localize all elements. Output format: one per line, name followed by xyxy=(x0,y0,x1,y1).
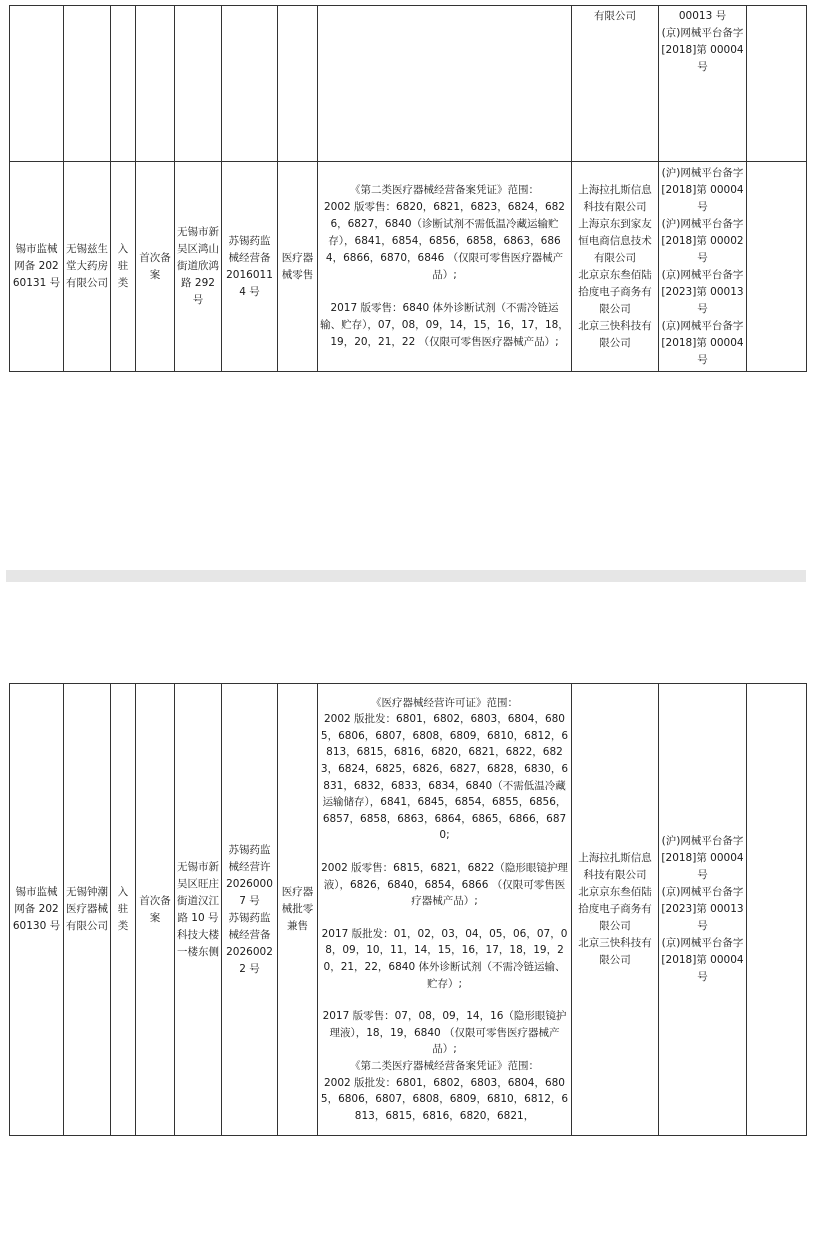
business-cell: 医疗器械零售 xyxy=(278,162,318,372)
type-cell: 入驻类 xyxy=(111,162,136,372)
page-separator xyxy=(6,570,806,582)
operator-cell: 有限公司 xyxy=(572,6,659,162)
scope-cell xyxy=(318,6,572,162)
business-cell xyxy=(278,6,318,162)
address-cell xyxy=(175,6,222,162)
filing-no-cell xyxy=(10,6,64,162)
record-type-cell xyxy=(136,6,175,162)
address-cell: 无锡市新吴区旺庄街道汉江路 10 号科技大楼一楼东侧 xyxy=(175,684,222,1136)
license-cell: 苏锡药监械经营许 20260007 号 苏锡药监械经营备 20260022 号 xyxy=(222,684,278,1136)
license-cell xyxy=(222,6,278,162)
remarks-cell xyxy=(747,162,807,372)
filing-table-page2 xyxy=(9,683,807,1136)
operator-cell: 上海拉扎斯信息科技有限公司 上海京东到家友恒电商信息技术有限公司 北京京东叁佰陆拾度电子商务有限公司 北京三快科技有限公司 xyxy=(572,162,659,372)
scope-paragraph: 《第二类医疗器械经营备案凭证》范围： 2002 版零售：6820，6821，6823，6824，6826，6827，6840（诊断试剂不需低温冷藏运输贮存），6841，6854，6856，6858，6863，6864，6866，6870，6846 （仅限可零售医疗器械产品）; xyxy=(324,184,565,281)
record-type-cell: 首次备案 xyxy=(136,684,175,1136)
table-row xyxy=(10,6,807,162)
company-cell xyxy=(64,6,111,162)
operator-cell: 上海拉扎斯信息科技有限公司 北京京东叁佰陆拾度电子商务有限公司 北京三快科技有限公司 xyxy=(572,684,659,1136)
remarks-cell xyxy=(747,6,807,162)
platform-cell: (沪)网械平台备字[2018]第 00004 号 (沪)网械平台备字[2018]第 00002 号 (京)网械平台备字[2023]第 00013 号 (京)网械平台备字[2018]第 00004 号 xyxy=(659,162,747,372)
filing-table-page1 xyxy=(9,5,807,372)
platform-cell: (沪)网械平台备字[2018]第 00004 号 (京)网械平台备字[2023]第 00013 号 (京)网械平台备字[2018]第 00004 号 xyxy=(659,684,747,1136)
remarks-cell xyxy=(747,684,807,1136)
address-cell: 无锡市新吴区鸿山街道欣鸿路 292 号 xyxy=(175,162,222,372)
scope-paragraph: 《医疗器械经营许可证》范围： 2002 版批发：6801，6802，6803，6804，6805，6806，6807，6808，6809，6810，6812，6813，6815，6816，6820，6821，6822，6823，6824，6825，6826，6827，6828，6830，6831，6832，6833，6834，6840（不需低温冷藏运输储存），6841，6845，6854，6855，6856，6857，6858，6863，6864，6865，6866，6870; xyxy=(320,696,569,842)
scope-cell xyxy=(318,684,572,1136)
filing-no-cell: 锡市监械网备 20260131 号 xyxy=(10,162,64,372)
platform-cell: 00013 号 (京)网械平台备字[2018]第 00004 号 xyxy=(659,6,747,162)
table-row xyxy=(10,162,807,372)
company-cell: 无锡钟潮医疗器械有限公司 xyxy=(64,684,111,1136)
table-row xyxy=(10,684,807,1136)
company-cell: 无锡兹生堂大药房有限公司 xyxy=(64,162,111,372)
scope-paragraph: 2017 版批发：01，02，03，04，05，06，07，08，09，10，11，14，15，16，17，18，19，20，21，22，6840 体外诊断试剂（不需冷链运输、贮存）; xyxy=(321,927,568,990)
scope-paragraph: 2002 版零售：6815，6821，6822（隐形眼镜护理液），6826，6840，6854，6866 （仅限可零售医疗器械产品）; xyxy=(321,862,568,908)
scope-paragraph: 2017 版零售：6840 体外诊断试剂（不需冷链运输、贮存），07，08，09，14，15，16，17，18，19，20，21，22 （仅限可零售医疗器械产品）; xyxy=(320,302,569,348)
type-cell: 入驻类 xyxy=(111,684,136,1136)
business-cell: 医疗器械批零兼售 xyxy=(278,684,318,1136)
record-type-cell: 首次备案 xyxy=(136,162,175,372)
filing-no-cell: 锡市监械网备 20260130 号 xyxy=(10,684,64,1136)
scope-paragraph: 2017 版零售：07，08，09，14，16（隐形眼镜护理液），18，19，6840 （仅限可零售医疗器械产品）; 《第二类医疗器械经营备案凭证》范围： 2002 版批发：6801，6802，6803，6804，6805，6806，6807，6808，6809，6810，6812，6813，6815，6816，6820，6821， xyxy=(320,1010,569,1122)
scope-cell xyxy=(318,162,572,372)
license-cell: 苏锡药监械经营备 20160114 号 xyxy=(222,162,278,372)
type-cell xyxy=(111,6,136,162)
